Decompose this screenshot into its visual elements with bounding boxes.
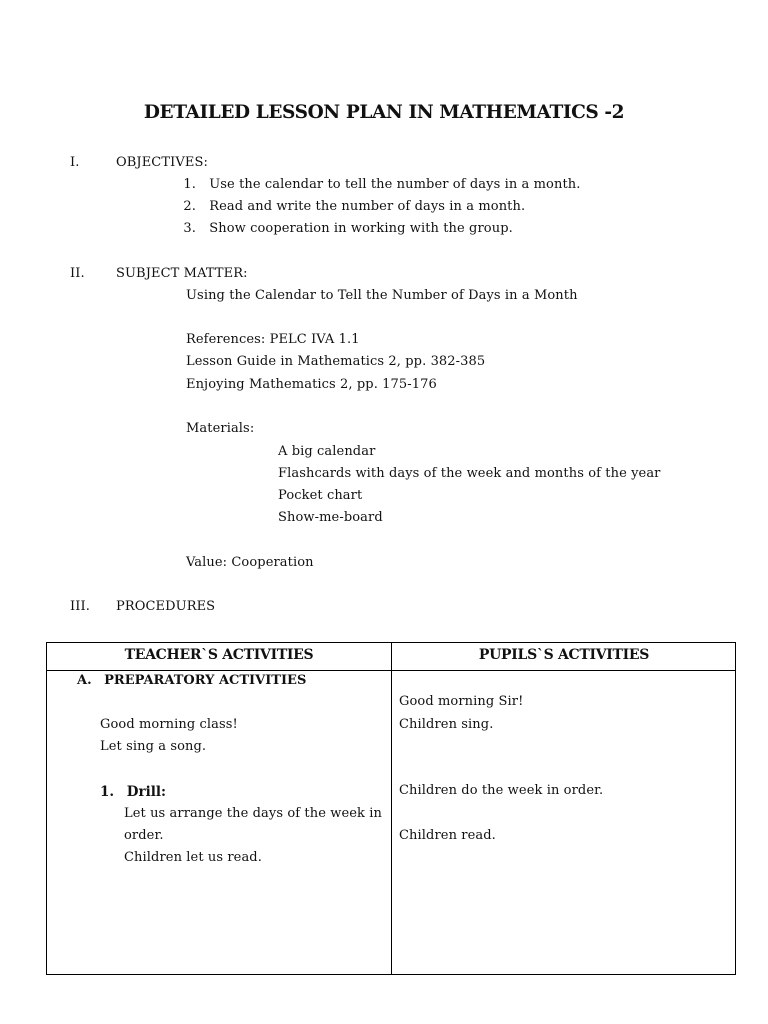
material-item: Pocket chart [278, 488, 363, 503]
reference-line: Enjoying Mathematics 2, pp. 175-176 [186, 377, 437, 392]
value-line: Value: Cooperation [186, 555, 314, 570]
subject-matter-numeral: II. [70, 266, 85, 281]
pupils-activities-header: PUPILS`S ACTIVITIES [478, 647, 650, 663]
section-title: PREPARATORY ACTIVITIES [104, 673, 307, 688]
objective-item-3 [176, 221, 513, 236]
materials-label: Materials: [186, 421, 255, 436]
page-title: DETAILED LESSON PLAN IN MATHEMATICS -2 [143, 102, 625, 123]
procedures-table [46, 642, 736, 975]
objective-number: 1. [183, 177, 196, 192]
section-letter: A. [77, 673, 92, 688]
reference-line: Lesson Guide in Mathematics 2, pp. 382-385 [186, 354, 486, 369]
drill-number: 1. [100, 784, 115, 800]
teacher-activities-header: TEACHER`S ACTIVITIES [124, 647, 314, 663]
objectives-heading: OBJECTIVES: [116, 155, 208, 170]
header-rule [47, 670, 735, 671]
procedures-heading: PROCEDURES [116, 599, 216, 614]
drill-heading [100, 784, 166, 800]
section-heading [77, 673, 306, 688]
drill-instruction: Let us arrange the days of the week in [124, 806, 382, 821]
objective-number: 3. [183, 221, 196, 236]
material-item: A big calendar [278, 444, 376, 459]
objective-item-1 [176, 177, 580, 192]
procedures-numeral: III. [70, 599, 90, 614]
objective-number: 2. [183, 199, 196, 214]
drill-read-prompt: Children let us read. [124, 850, 262, 865]
reference-line: References: PELC IVA 1.1 [186, 332, 360, 347]
teacher-song: Let sing a song. [100, 739, 207, 754]
objectives-numeral: I. [70, 155, 80, 170]
column-divider [391, 643, 392, 974]
pupil-read: Children read. [399, 828, 496, 843]
objective-text: Show cooperation in working with the group. [209, 221, 513, 236]
objective-item-2 [176, 199, 525, 214]
material-item: Flashcards with days of the week and months of the year [278, 466, 661, 481]
drill-instruction-cont: order. [124, 828, 164, 843]
material-item: Show-me-board [278, 510, 383, 525]
pupil-greeting: Good morning Sir! [399, 694, 524, 709]
pupil-sing: Children sing. [399, 717, 494, 732]
drill-title: Drill: [126, 784, 166, 800]
objective-text: Use the calendar to tell the number of days in a month. [209, 177, 581, 192]
teacher-greeting: Good morning class! [100, 717, 238, 732]
subject-topic: Using the Calendar to Tell the Number of Days in a Month [186, 288, 578, 303]
pupil-order: Children do the week in order. [399, 783, 604, 798]
objective-text: Read and write the number of days in a month. [209, 199, 526, 214]
subject-matter-heading: SUBJECT MATTER: [116, 266, 248, 281]
